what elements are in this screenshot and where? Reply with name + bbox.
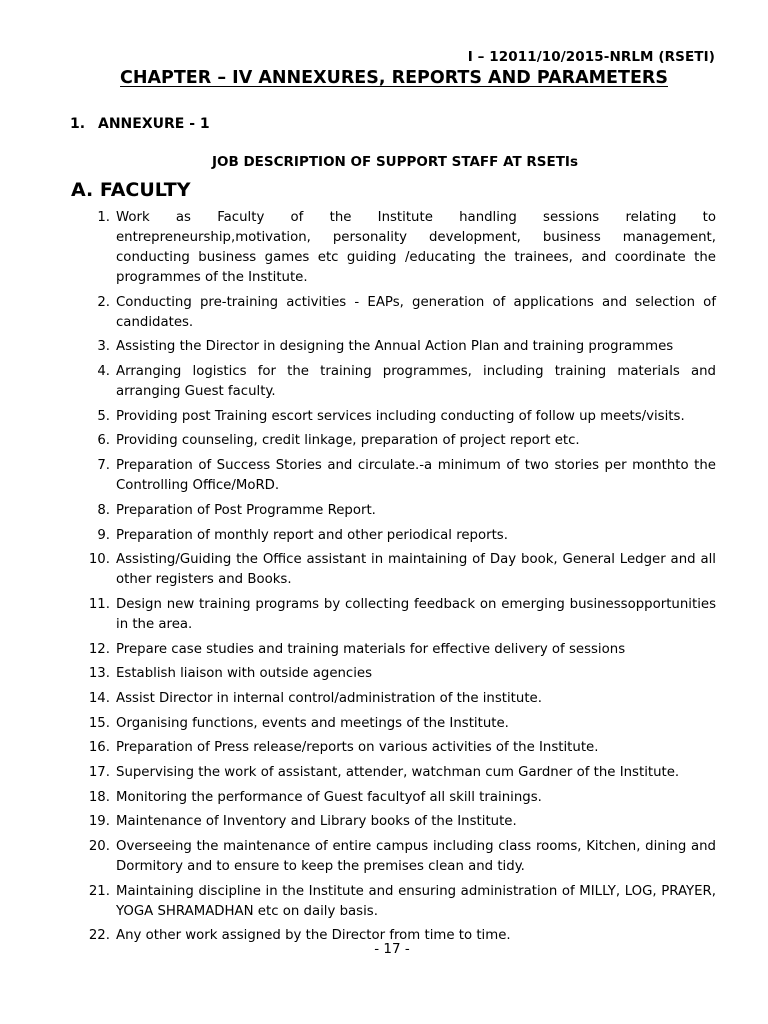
duty-number: 1. [97,210,110,225]
duty-text: Any other work assigned by the Director from time to time. [116,928,511,944]
duty-item [83,640,716,660]
duty-number: 12. [88,641,110,657]
duty-text: Prepare case studies and training materials for effective delivery of sessions [116,641,626,657]
duty-text: Supervising the work of assistant, attender, watchman cum Gardner of the Institute. [116,765,680,780]
duty-number: 16. [88,740,110,756]
duty-number: 6. [97,433,110,449]
duty-number: 22. [88,928,110,944]
duty-number: 7. [97,458,110,474]
duty-item [83,407,716,427]
duty-text: Assisting/Guiding the Office assistant in maintaining of Day book, General Ledger and all other registers and Books. [116,552,716,588]
duty-number: 14. [88,690,110,706]
duty-item [83,208,716,288]
duty-item [83,431,716,451]
duty-item [83,337,716,357]
duty-text: Preparation of Press release/reports on various activities of the Institute. [116,740,599,756]
duty-number: 18. [88,789,110,805]
duty-text: Arranging logistics for the training programmes, including training materials and arranging Guest faculty. [116,364,716,400]
duty-number: 8. [97,502,110,518]
duty-number: 9. [97,527,110,543]
duty-text: Preparation of Post Programme Report. [116,502,376,518]
duty-number: 15. [88,715,110,731]
duty-item [83,595,716,635]
duty-text: Design new training programs by collecting feedback on emerging businessopportunities in the area. [116,596,716,632]
duty-text: Organising functions, events and meetings of the Institute. [116,715,509,731]
duty-item [83,689,716,709]
duty-item [83,526,716,546]
chapter-title: CHAPTER – IV ANNEXURES, REPORTS AND PARAMETERS [120,68,668,88]
duty-item [83,664,716,684]
duty-item [83,362,716,402]
duty-number: 2. [97,294,110,310]
duty-text: Preparation of monthly report and other periodical reports. [116,527,508,543]
duty-item [83,837,716,877]
duty-text: Work as Faculty of the Institute handling sessions relating to entrepreneurship,motivation, personality development, business management, conducting business games etc guiding /educating the trainees, and coordinate the programmes of the Institute. [116,210,716,285]
duty-number: 4. [97,364,110,380]
duty-text: Providing post Training escort services including conducting of follow up meets/visits. [116,408,685,424]
duty-text: Conducting pre-training activities - EAPs, generation of applications and selection of candidates. [116,294,716,330]
duty-item [83,763,716,783]
section-heading-faculty: A. FACULTY [71,179,191,201]
annexure-heading [70,116,210,132]
annexure-label: ANNEXURE - 1 [98,116,210,132]
duty-number: 21. [88,883,110,899]
duty-number: 19. [88,814,110,830]
duty-item [83,550,716,590]
duty-item [83,501,716,521]
duty-item [83,788,716,808]
duty-number: 5. [97,408,110,424]
duty-list [83,208,716,951]
duty-text: Maintenance of Inventory and Library books of the Institute. [116,814,517,830]
duty-item [83,738,716,758]
job-description-title: JOB DESCRIPTION OF SUPPORT STAFF AT RSETIs [211,154,578,170]
duty-text: Maintaining discipline in the Institute and ensuring administration of MILLY, LOG, PRAYER, YOGA SHRAMADHAN etc on daily basis. [116,883,716,919]
duty-item [83,456,716,496]
page-number: - 17 - [374,941,410,957]
duty-item [83,293,716,333]
duty-item [83,714,716,734]
duty-number: 20. [88,839,110,855]
duty-text: Overseeing the maintenance of entire campus including class rooms, Kitchen, dining and Dormitory and to ensure to keep the premises clean and tidy. [116,839,716,875]
duty-number: 17. [88,765,110,780]
duty-text: Assisting the Director in designing the Annual Action Plan and training programmes [116,339,674,355]
annexure-number: 1. [70,116,86,132]
duty-item [83,812,716,832]
duty-number: 10. [88,552,110,568]
duty-text: Providing counseling, credit linkage, preparation of project report etc. [116,433,580,449]
duty-text: Monitoring the performance of Guest facultyof all skill trainings. [116,789,542,805]
duty-item [83,882,716,922]
duty-number: 11. [88,596,110,612]
duty-text: Establish liaison with outside agencies [116,666,373,682]
document-reference: I – 12011/10/2015-NRLM (RSETI) [467,49,715,65]
duty-number: 13. [88,666,110,682]
duty-text: Preparation of Success Stories and circulate.-a minimum of two stories per monthto the Controlling Office/MoRD. [116,458,716,494]
duty-number: 3. [97,339,110,355]
duty-text: Assist Director in internal control/administration of the institute. [116,690,542,706]
